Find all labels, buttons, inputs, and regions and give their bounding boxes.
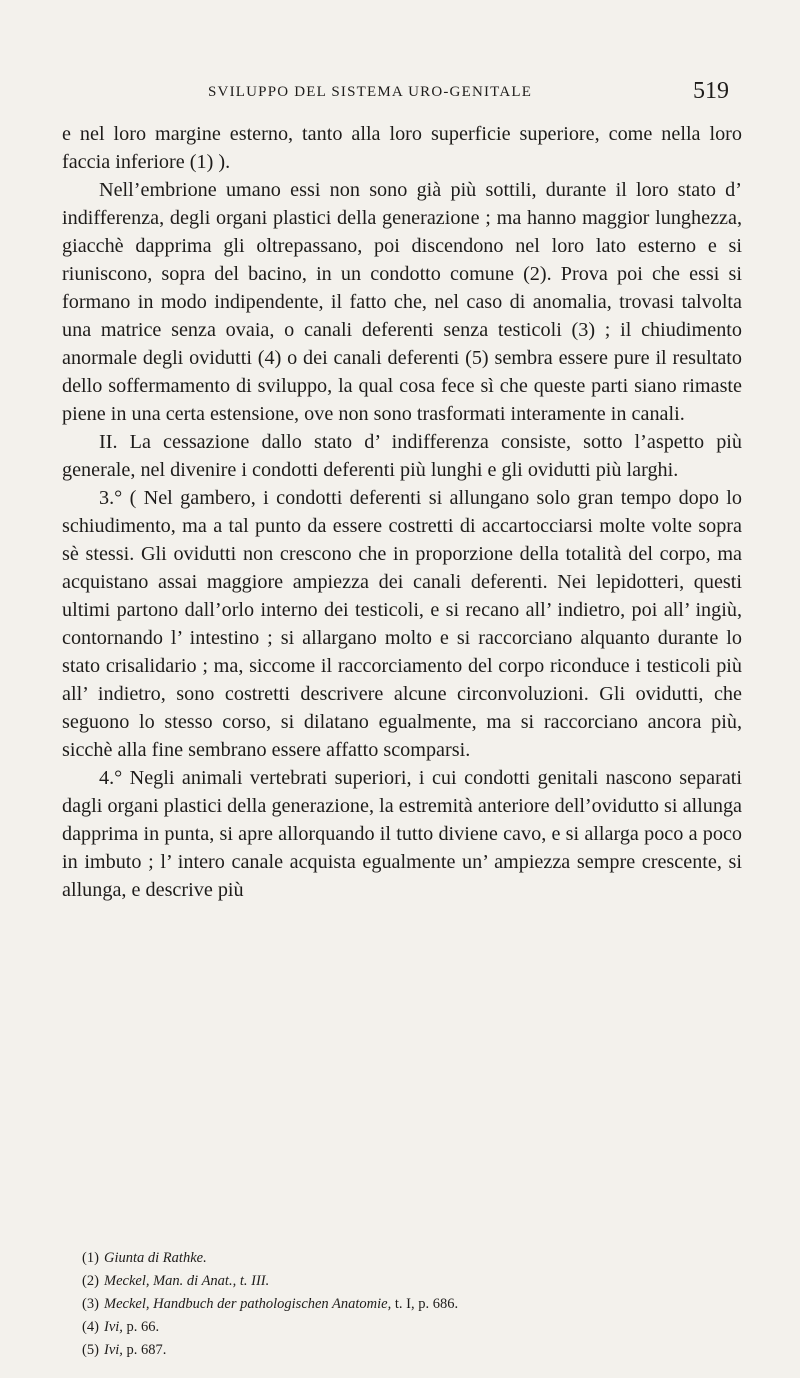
footnote-number: (4) [82, 1319, 99, 1335]
footnote-citation: Meckel, Handbuch der pathologischen Anatomie, [104, 1296, 392, 1312]
footnote-citation: Giunta di Rathke. [104, 1250, 207, 1266]
body-text [62, 120, 742, 904]
footnote-number: (5) [82, 1342, 99, 1358]
footnote-number: (2) [82, 1273, 99, 1289]
paragraph-point-4: 4.° Negli animali vertebrati superiori, i cui condotti genitali nascono separati dagli organi plastici della generazione, la estremità anteriore dell’ovidutto si allunga dapprima in punta, si apre allorquando il tutto diviene cavo, e si allarga poco a poco in imbuto ; l’ intero canale acquista egualmente un’ ampiezza sempre crescente, si allunga, e descrive più [62, 767, 742, 901]
page-header [0, 78, 800, 108]
footnote [82, 1293, 722, 1316]
footnote-citation: Ivi, [104, 1319, 123, 1335]
paragraph-point-3: 3.° ( Nel gambero, i condotti deferenti si allungano solo gran tempo dopo lo schiudimento, ma a tal punto da essere costretti di accartocciarsi molte volte sopra sè stessi. Gli ovidutti non crescono che in proporzione della totalità del corpo, ma acquistano assai maggiore ampiezza dei canali deferenti. Nei lepidotteri, questi ultimi partono dall’orlo interno dei testicoli, e si recano all’ indietro, poi all’ ingiù, contornando l’ intestino ; si allargano molto e si raccorciano alquanto durante lo stato crisalidario ; ma, siccome il raccorciamento del corpo riconduce i testicoli più all’ indietro, sono costretti descrivere alcune circonvoluzioni. Gli ovidutti, che seguono lo stesso corso, si dilatano egualmente, ma si raccorciano ancora più, sicchè alla fine sembrano essere affatto scomparsi. [62, 487, 742, 761]
footnote [82, 1247, 722, 1270]
footnote-reference: p. 66. [122, 1319, 160, 1335]
paragraph-continuation: e nel loro margine esterno, tanto alla loro superficie superiore, come nella loro faccia inferiore (1) ). [62, 123, 742, 173]
footnote [82, 1270, 722, 1293]
paragraph-section-II: II. La cessazione dallo stato d’ indifferenza consiste, sotto l’aspetto più generale, nel divenire i condotti deferenti più lunghi e gli ovidutti più larghi. [62, 431, 742, 481]
page-number: 519 [693, 78, 729, 104]
footnote-citation: Meckel, Man. di Anat., t. III. [104, 1273, 270, 1289]
footnote-reference: p. 687. [122, 1342, 167, 1358]
footnote [82, 1316, 722, 1339]
footnote-number: (3) [82, 1296, 99, 1312]
footnote [82, 1339, 722, 1362]
paragraph-human-embryo: Nell’embrione umano essi non sono già più sottili, durante il loro stato d’ indifferenza, degli organi plastici della generazione ; ma hanno maggior lunghezza, giacchè dapprima gli oltrepassano, poi discendono nel loro lato esterno e si riuniscono, sopra del bacino, in un condotto comune (2). Prova poi che essi si formano in modo indipendente, il fatto che, nel caso di anomalia, trovasi talvolta una matrice senza ovaia, o canali deferenti senza testicoli (3) ; il chiudimento anormale degli ovidutti (4) o dei canali deferenti (5) sembra essere pure il resultato dello soffermamento di sviluppo, la qual cosa fece sì che queste parti siano rimaste piene in una certa estensione, ove non sono trasformati interamente in canali. [62, 179, 742, 425]
footnote-citation: Ivi, [104, 1342, 123, 1358]
footnote-number: (1) [82, 1250, 99, 1266]
footnote-reference: t. I, p. 686. [391, 1296, 459, 1312]
running-title: SVILUPPO DEL SISTEMA URO-GENITALE [208, 84, 533, 100]
footnotes [82, 1247, 722, 1362]
